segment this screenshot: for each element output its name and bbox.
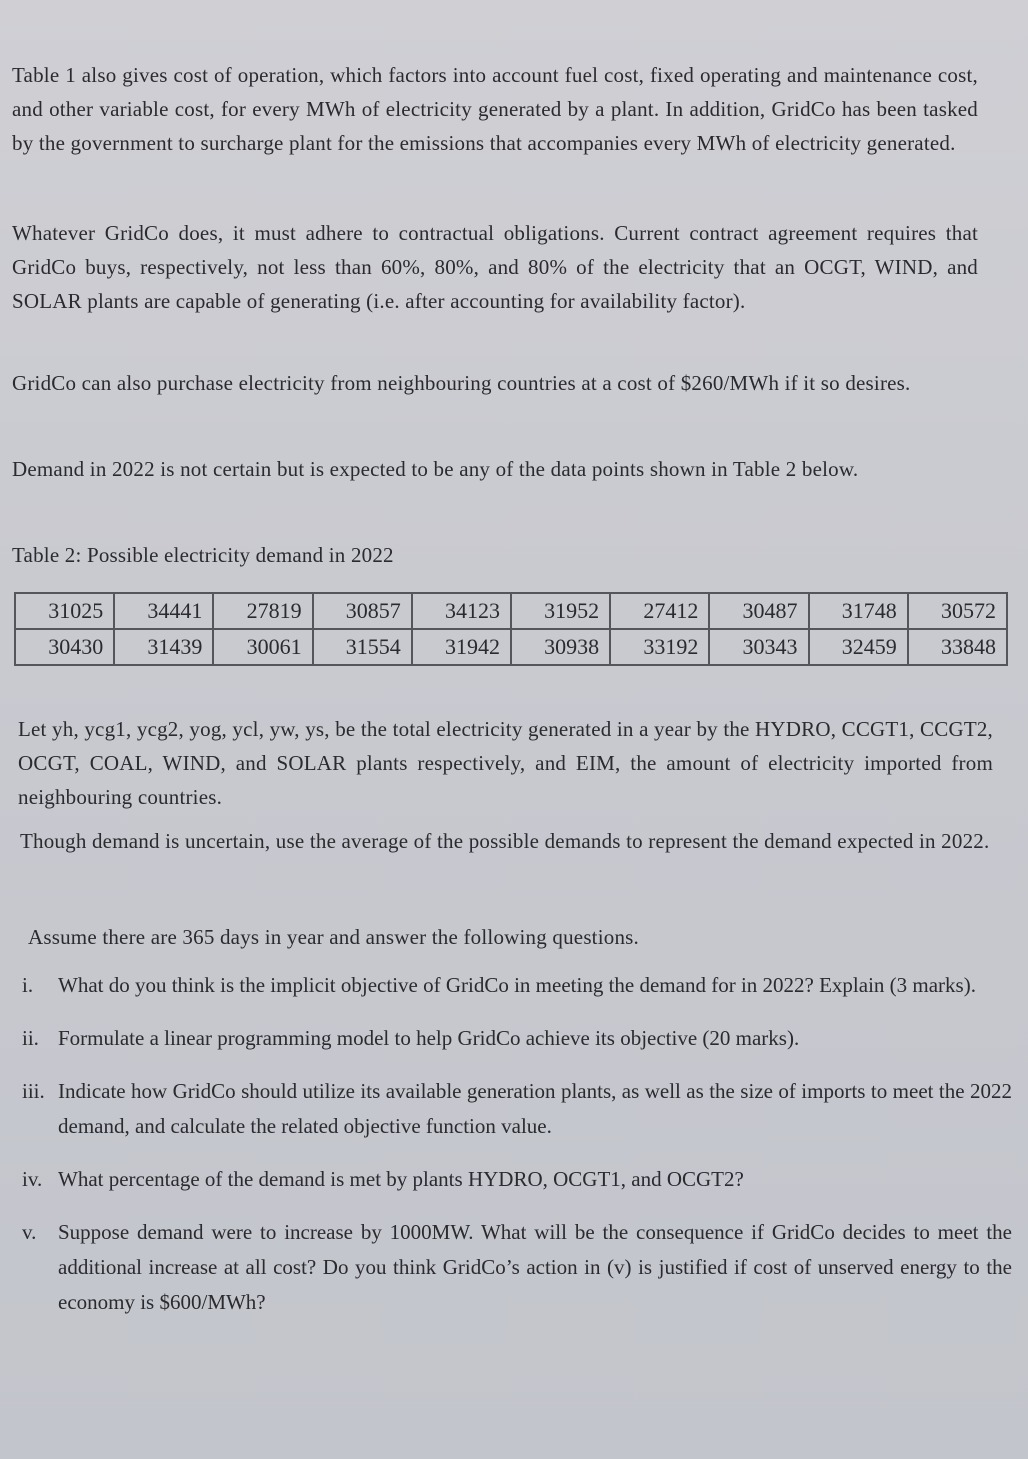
table-cell: 31952 xyxy=(511,593,610,629)
question-number: i. xyxy=(22,973,34,997)
table-cell: 30857 xyxy=(313,593,412,629)
table-cell: 30430 xyxy=(15,629,114,665)
table-cell: 33192 xyxy=(610,629,709,665)
table-cell: 32459 xyxy=(809,629,908,665)
table-row xyxy=(15,629,1007,665)
paragraph-cost-of-operation: Table 1 also gives cost of operation, which factors into account fuel cost, fixed operating and maintenance cost, and other variable cost, for every MWh of electricity generated by a plant. In addition, GridCo has been tasked by the government to surcharge plant for the emissions that accompanies every MWh of electricity generated. xyxy=(12,63,978,155)
question-number: v. xyxy=(22,1220,37,1244)
table-cell: 31942 xyxy=(412,629,511,665)
table-cell: 30938 xyxy=(511,629,610,665)
question-item xyxy=(22,968,1012,1003)
question-item xyxy=(22,1162,1012,1197)
paragraph-variable-definitions: Let yh, ycg1, ycg2, yog, ycl, yw, ys, be the total electricity generated in a year by the HYDRO, CCGT1, CCGT2, OCGT, COAL, WIND, and SOLAR plants respectively, and EIM, the amount of electricity imported from neighbouring countries. xyxy=(18,717,993,809)
table-cell: 31025 xyxy=(15,593,114,629)
question-item xyxy=(22,1074,1012,1144)
question-text: Suppose demand were to increase by 1000MW. What will be the consequence if GridCo decides to meet the additional increase at all cost? Do you think GridCo’s action in (v) is justified if cost of unserved energy to the economy is $600/MWh? xyxy=(58,1220,1012,1314)
table-row xyxy=(15,593,1007,629)
question-text: Formulate a linear programming model to help GridCo achieve its objective (20 marks). xyxy=(58,1026,800,1050)
table-cell: 34441 xyxy=(114,593,213,629)
question-number: iv. xyxy=(22,1167,43,1191)
question-text: Indicate how GridCo should utilize its available generation plants, as well as the size of imports to meet the 2022 demand, and calculate the related objective function value. xyxy=(58,1079,1012,1138)
table-cell: 27412 xyxy=(610,593,709,629)
paragraph-demand: Demand in 2022 is not certain but is expected to be any of the data points shown in Table 2 below. xyxy=(12,457,859,481)
question-item xyxy=(22,1215,1012,1320)
question-number: iii. xyxy=(22,1079,45,1103)
question-number: ii. xyxy=(22,1026,39,1050)
table-cell: 34123 xyxy=(412,593,511,629)
table-cell: 30487 xyxy=(709,593,808,629)
table-cell: 30572 xyxy=(908,593,1007,629)
paragraph-imports: GridCo can also purchase electricity from neighbouring countries at a cost of $260/MWh if it so desires. xyxy=(12,371,911,395)
demand-table xyxy=(14,592,1008,666)
question-item xyxy=(22,1021,1012,1056)
table-cell: 30343 xyxy=(709,629,808,665)
paragraph-contractual-obligations: Whatever GridCo does, it must adhere to contractual obligations. Current contract agreement requires that GridCo buys, respectively, not less than 60%, 80%, and 80% of the electricity that an OCGT, WIND, and SOLAR plants are capable of generating (i.e. after accounting for availability factor). xyxy=(12,221,978,313)
paragraph-assumption: Assume there are 365 days in year and answer the following questions. xyxy=(28,925,639,949)
paragraph-average-demand: Though demand is uncertain, use the average of the possible demands to represent the demand expected in 2022. xyxy=(20,829,990,853)
table-cell: 31439 xyxy=(114,629,213,665)
question-text: What percentage of the demand is met by plants HYDRO, OCGT1, and OCGT2? xyxy=(58,1167,744,1191)
question-list xyxy=(22,968,1012,1338)
table-cell: 31748 xyxy=(809,593,908,629)
table-cell: 27819 xyxy=(213,593,312,629)
question-text: What do you think is the implicit objective of GridCo in meeting the demand for in 2022? Explain (3 marks). xyxy=(58,973,976,997)
table-cell: 31554 xyxy=(313,629,412,665)
table-caption: Table 2: Possible electricity demand in 2022 xyxy=(12,543,394,567)
table-cell: 33848 xyxy=(908,629,1007,665)
table-cell: 30061 xyxy=(213,629,312,665)
